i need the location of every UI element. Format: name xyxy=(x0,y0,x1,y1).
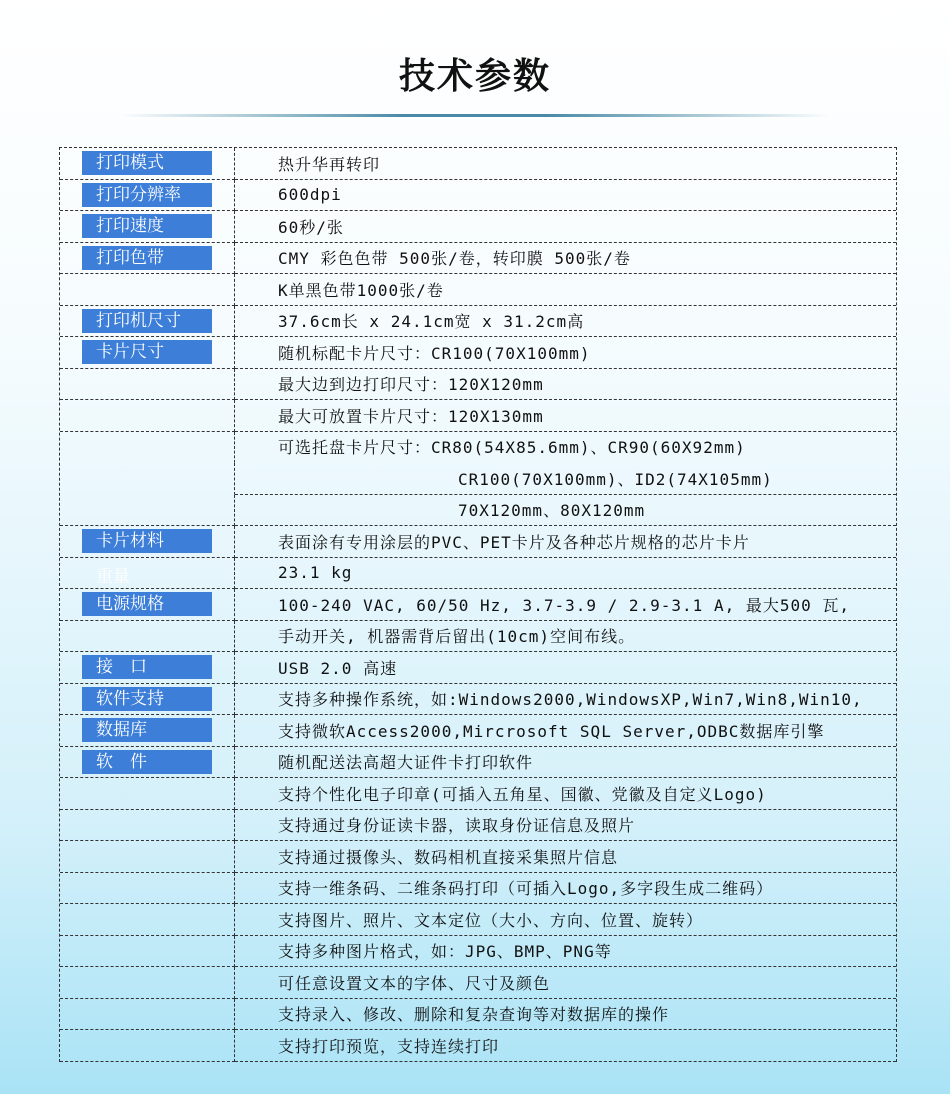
spec-value: 600dpi xyxy=(235,180,896,212)
table-row xyxy=(60,999,896,1031)
spec-label: 打印机尺寸 xyxy=(82,309,212,333)
spec-label: 卡片尺寸 xyxy=(82,340,212,364)
label-cell xyxy=(60,936,235,968)
spec-value: 支持个性化电子印章(可插入五角星、国徽、党徽及自定义Logo) xyxy=(235,778,896,810)
spec-value: 手动开关, 机器需背后留出(10cm)空间布线。 xyxy=(235,621,896,653)
table-row xyxy=(60,684,896,716)
spec-value: 可选托盘卡片尺寸：CR80(54X85.6mm)、CR90(60X92mm) xyxy=(278,438,746,458)
spec-label: 软件支持 xyxy=(82,687,212,711)
spec-value: 100-240 VAC, 60/50 Hz, 3.7-3.9 / 2.9-3.1 A, 最大500 瓦, xyxy=(235,589,896,621)
label-cell xyxy=(60,306,235,338)
table-row xyxy=(60,778,896,810)
table-row xyxy=(60,810,896,842)
label-cell xyxy=(60,715,235,747)
table-row xyxy=(60,337,896,369)
spec-value: 可任意设置文本的字体、尺寸及颜色 xyxy=(235,967,896,999)
spec-value: 表面涂有专用涂层的PVC、PET卡片及各种芯片规格的芯片卡片 xyxy=(235,526,896,558)
table-row xyxy=(60,400,896,432)
table-row xyxy=(60,495,896,527)
label-cell xyxy=(60,778,235,810)
spec-table xyxy=(59,147,897,1062)
spec-value: 支持打印预览，支持连续打印 xyxy=(235,1030,896,1062)
title-divider xyxy=(120,114,830,117)
label-cell xyxy=(60,904,235,936)
table-row xyxy=(60,526,896,558)
spec-value: K单黑色带1000张/卷 xyxy=(235,274,896,306)
table-row xyxy=(60,747,896,779)
label-cell xyxy=(60,211,235,243)
table-row xyxy=(60,369,896,401)
spec-label: 打印模式 xyxy=(82,151,212,175)
table-row xyxy=(60,967,896,999)
table-row xyxy=(60,558,896,590)
spec-value: 热升华再转印 xyxy=(235,148,896,180)
label-cell xyxy=(60,873,235,905)
spec-label: 重量 xyxy=(96,566,130,587)
spec-label: 打印色带 xyxy=(82,246,212,270)
label-cell xyxy=(60,180,235,212)
table-row xyxy=(60,1030,896,1062)
label-cell xyxy=(60,747,235,779)
spec-value: 最大可放置卡片尺寸：120X130mm xyxy=(235,400,896,432)
spec-value: 支持录入、修改、删除和复杂查询等对数据库的操作 xyxy=(235,999,896,1031)
spec-label: 电源规格 xyxy=(82,592,212,616)
table-row xyxy=(60,621,896,653)
table-row xyxy=(60,652,896,684)
spec-label: 数据库 xyxy=(82,718,212,742)
spec-label: 接 口 xyxy=(82,655,212,679)
label-cell xyxy=(60,148,235,180)
label-cell xyxy=(60,274,235,306)
spec-value: 70X120mm、80X120mm xyxy=(235,495,896,527)
label-cell xyxy=(60,589,235,621)
spec-value: CMY 彩色色带 500张/卷，转印膜 500张/卷 xyxy=(235,243,896,275)
table-row xyxy=(60,211,896,243)
spec-value: 支持图片、照片、文本定位（大小、方向、位置、旋转） xyxy=(235,904,896,936)
spec-value: USB 2.0 高速 xyxy=(235,652,896,684)
label-cell xyxy=(60,243,235,275)
label-cell xyxy=(60,432,235,464)
table-row xyxy=(60,463,896,495)
spec-value: 随机配送法高超大证件卡打印软件 xyxy=(235,747,896,779)
spec-label: 卡片材料 xyxy=(82,529,212,553)
table-row xyxy=(60,274,896,306)
label-cell xyxy=(60,841,235,873)
spec-label: 打印速度 xyxy=(82,214,212,238)
label-cell xyxy=(60,999,235,1031)
spec-value: 支持多种操作系统，如:Windows2000,WindowsXP,Win7,Win8,Win10, xyxy=(235,684,896,716)
table-row xyxy=(60,936,896,968)
table-row xyxy=(60,715,896,747)
spec-value: 60秒/张 xyxy=(235,211,896,243)
table-row xyxy=(60,243,896,275)
spec-value: 支持通过摄像头、数码相机直接采集照片信息 xyxy=(235,841,896,873)
spec-value: 支持一维条码、二维条码打印（可插入Logo,多字段生成二维码） xyxy=(235,873,896,905)
spec-value: 支持通过身份证读卡器，读取身份证信息及照片 xyxy=(235,810,896,842)
label-cell xyxy=(60,558,235,590)
table-row xyxy=(60,841,896,873)
label-cell xyxy=(60,495,235,527)
spec-value: 37.6cm长 x 24.1cm宽 x 31.2cm高 xyxy=(235,306,896,338)
label-cell xyxy=(60,684,235,716)
table-row xyxy=(60,180,896,212)
label-cell xyxy=(60,400,235,432)
spec-label: 打印分辨率 xyxy=(82,183,212,207)
spec-value: 支持多种图片格式，如：JPG、BMP、PNG等 xyxy=(235,936,896,968)
label-cell xyxy=(60,526,235,558)
label-cell xyxy=(60,967,235,999)
page-title: 技术参数 xyxy=(398,56,551,97)
label-cell xyxy=(60,810,235,842)
spec-label: 软 件 xyxy=(82,750,212,774)
table-row xyxy=(60,873,896,905)
label-cell xyxy=(60,621,235,653)
spec-value: 随机标配卡片尺寸：CR100(70X100mm) xyxy=(235,337,896,369)
label-cell xyxy=(60,369,235,401)
table-row xyxy=(60,589,896,621)
spec-value: 最大边到边打印尺寸：120X120mm xyxy=(235,369,896,401)
table-row xyxy=(60,148,896,180)
label-cell xyxy=(60,463,235,495)
label-cell xyxy=(60,337,235,369)
table-row xyxy=(60,306,896,338)
spec-value: 23.1 kg xyxy=(235,558,896,590)
table-row xyxy=(60,432,896,464)
label-cell xyxy=(60,652,235,684)
table-row xyxy=(60,904,896,936)
label-cell xyxy=(60,1030,235,1062)
spec-value: 支持微软Access2000,Mircrosoft SQL Server,ODBC数据库引擎 xyxy=(235,715,896,747)
spec-value: CR100(70X100mm)、ID2(74X105mm) xyxy=(235,463,896,495)
